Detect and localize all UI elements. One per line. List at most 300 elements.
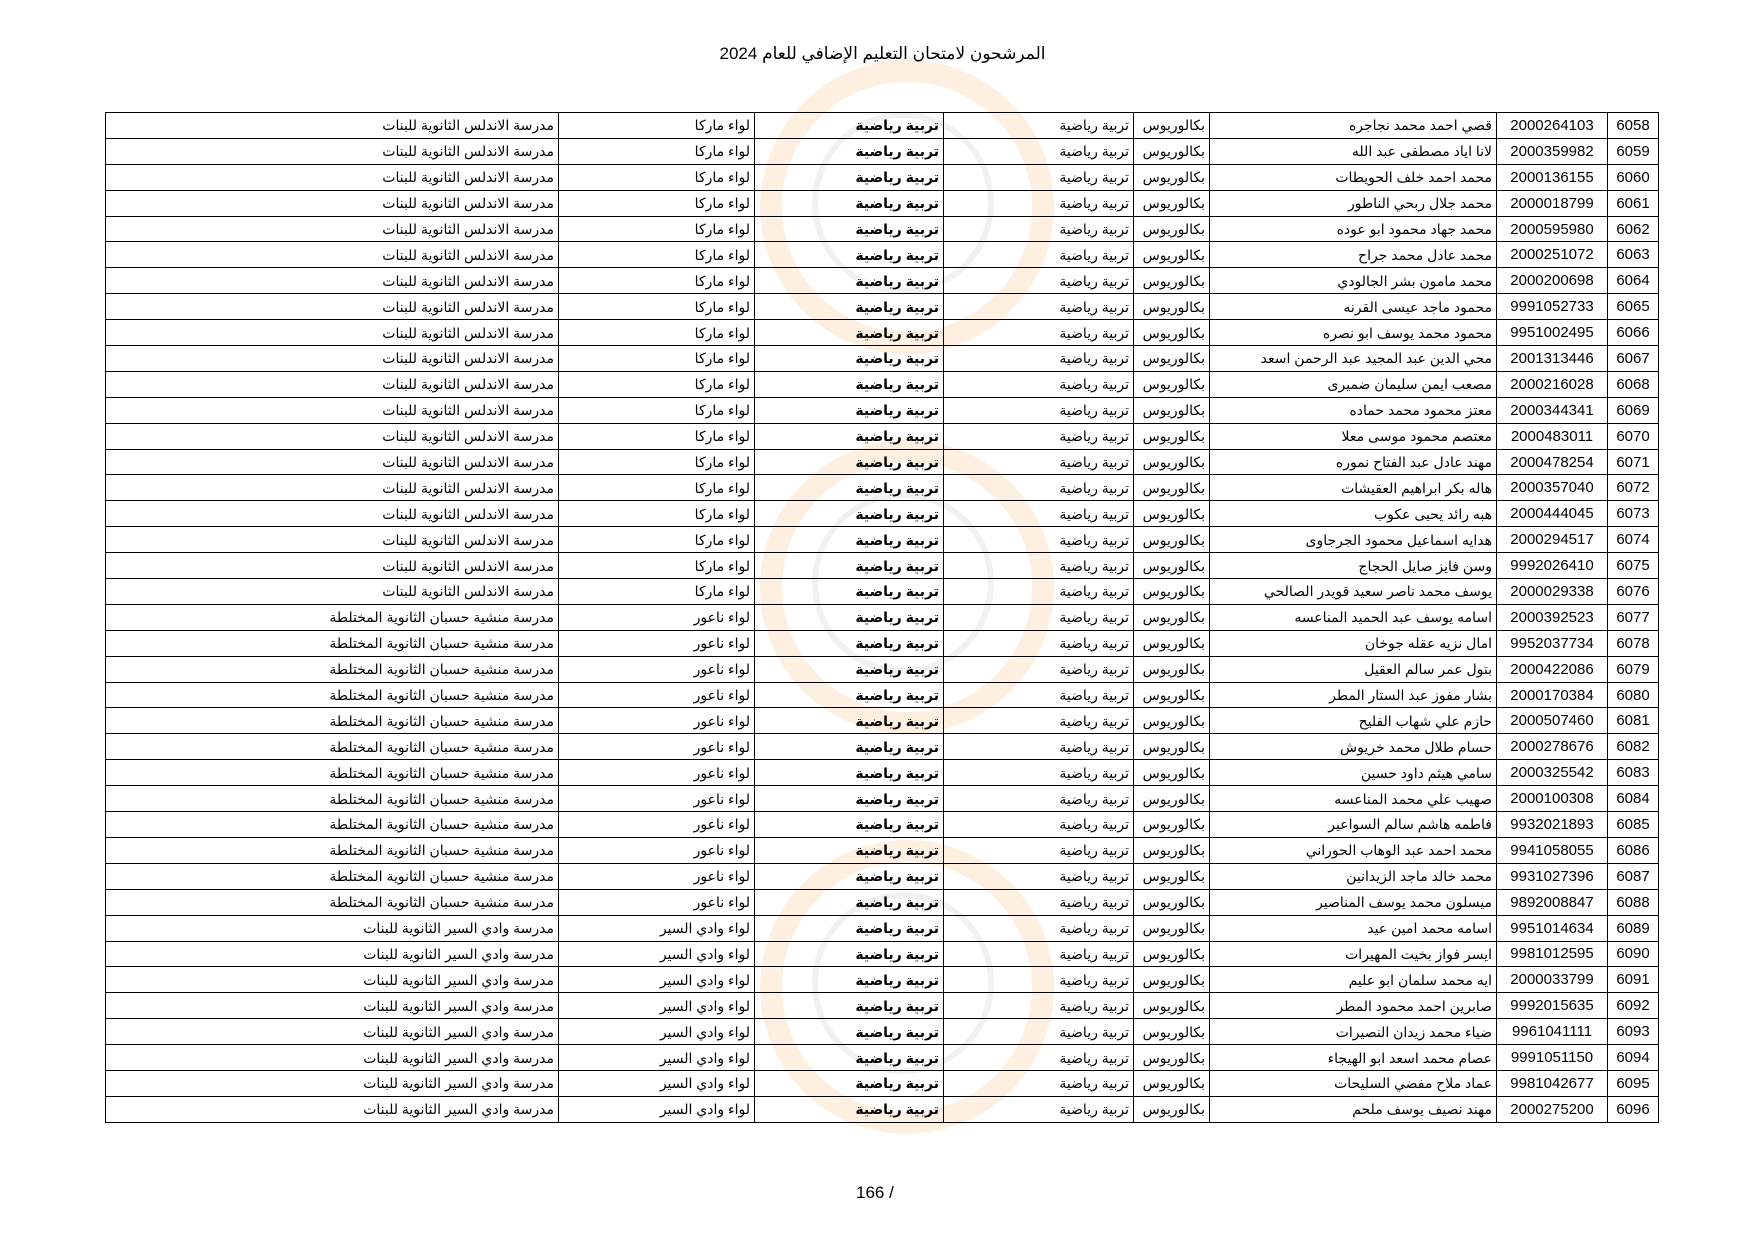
school-cell: مدرسة الاندلس الثانوية للبنات (106, 397, 559, 423)
row-number-cell: 6069 (1608, 397, 1659, 423)
national-id-cell: 2000478254 (1497, 449, 1608, 475)
district-cell: لواء ماركا (559, 527, 755, 553)
table-row (106, 294, 1659, 320)
degree-cell: بكالوريوس (1134, 164, 1210, 190)
table-row (106, 837, 1659, 863)
degree-cell: بكالوريوس (1134, 941, 1210, 967)
exam-subject-cell: تربية رياضية (755, 1045, 944, 1071)
row-number-cell: 6077 (1608, 604, 1659, 630)
district-cell: لواء ماركا (559, 423, 755, 449)
exam-subject-cell: تربية رياضية (755, 397, 944, 423)
national-id-cell: 2000422086 (1497, 656, 1608, 682)
district-cell: لواء ناعور (559, 682, 755, 708)
row-number-cell: 6071 (1608, 449, 1659, 475)
district-cell: لواء وادي السير (559, 1096, 755, 1122)
table-row (106, 915, 1659, 941)
national-id-cell: 9992026410 (1497, 553, 1608, 579)
row-number-cell: 6087 (1608, 863, 1659, 889)
district-cell: لواء ماركا (559, 268, 755, 294)
degree-cell: بكالوريوس (1134, 760, 1210, 786)
table-row (106, 475, 1659, 501)
table-row (106, 1045, 1659, 1071)
school-cell: مدرسة الاندلس الثانوية للبنات (106, 138, 559, 164)
national-id-cell: 9961041111 (1497, 1019, 1608, 1045)
national-id-cell: 2000029338 (1497, 579, 1608, 605)
national-id-cell: 2000264103 (1497, 113, 1608, 139)
district-cell: لواء ماركا (559, 216, 755, 242)
row-number-cell: 6091 (1608, 967, 1659, 993)
exam-subject-cell: تربية رياضية (755, 682, 944, 708)
degree-cell: بكالوريوس (1134, 734, 1210, 760)
district-cell: لواء وادي السير (559, 993, 755, 1019)
exam-subject-cell: تربية رياضية (755, 553, 944, 579)
district-cell: لواء ماركا (559, 113, 755, 139)
table-row (106, 320, 1659, 346)
table-row (106, 242, 1659, 268)
national-id-cell: 2000294517 (1497, 527, 1608, 553)
district-cell: لواء ماركا (559, 579, 755, 605)
candidate-name-cell: محمود ماجد عيسى القرنه (1210, 294, 1497, 320)
table-row (106, 1096, 1659, 1122)
national-id-cell: 2000100308 (1497, 786, 1608, 812)
candidate-name-cell: مصعب ايمن سليمان ضميرى (1210, 371, 1497, 397)
row-number-cell: 6085 (1608, 812, 1659, 838)
specialization-cell: تربية رياضية (944, 1045, 1134, 1071)
degree-cell: بكالوريوس (1134, 993, 1210, 1019)
district-cell: لواء ماركا (559, 397, 755, 423)
exam-subject-cell: تربية رياضية (755, 346, 944, 372)
district-cell: لواء وادي السير (559, 941, 755, 967)
candidate-name-cell: حازم علي شهاب الفليح (1210, 708, 1497, 734)
candidate-name-cell: صهيب علي محمد المناعسه (1210, 786, 1497, 812)
row-number-cell: 6088 (1608, 889, 1659, 915)
candidate-name-cell: عصام محمد اسعد ابو الهيجاء (1210, 1045, 1497, 1071)
specialization-cell: تربية رياضية (944, 242, 1134, 268)
row-number-cell: 6067 (1608, 346, 1659, 372)
degree-cell: بكالوريوس (1134, 397, 1210, 423)
national-id-cell: 2000275200 (1497, 1096, 1608, 1122)
degree-cell: بكالوريوس (1134, 604, 1210, 630)
exam-subject-cell: تربية رياضية (755, 915, 944, 941)
national-id-cell: 2000392523 (1497, 604, 1608, 630)
candidate-name-cell: قصي احمد محمد نجاجره (1210, 113, 1497, 139)
school-cell: مدرسة منشية حسبان الثانوية المختلطة (106, 604, 559, 630)
district-cell: لواء وادي السير (559, 1045, 755, 1071)
candidate-name-cell: عماد ملاح مفضي السليحات (1210, 1070, 1497, 1096)
degree-cell: بكالوريوس (1134, 242, 1210, 268)
exam-subject-cell: تربية رياضية (755, 113, 944, 139)
candidate-name-cell: مهند عادل عبد الفتاح نموره (1210, 449, 1497, 475)
school-cell: مدرسة منشية حسبان الثانوية المختلطة (106, 786, 559, 812)
district-cell: لواء وادي السير (559, 915, 755, 941)
table-row (106, 190, 1659, 216)
row-number-cell: 6079 (1608, 656, 1659, 682)
table-row (106, 708, 1659, 734)
district-cell: لواء ناعور (559, 760, 755, 786)
specialization-cell: تربية رياضية (944, 346, 1134, 372)
row-number-cell: 6096 (1608, 1096, 1659, 1122)
candidate-name-cell: حسام طلال محمد خريوش (1210, 734, 1497, 760)
district-cell: لواء ناعور (559, 656, 755, 682)
specialization-cell: تربية رياضية (944, 190, 1134, 216)
national-id-cell: 9941058055 (1497, 837, 1608, 863)
candidate-name-cell: معتصم محمود موسى معلا (1210, 423, 1497, 449)
candidate-name-cell: ايسر فواز بخيت المهيرات (1210, 941, 1497, 967)
school-cell: مدرسة الاندلس الثانوية للبنات (106, 346, 559, 372)
specialization-cell: تربية رياضية (944, 760, 1134, 786)
degree-cell: بكالوريوس (1134, 812, 1210, 838)
district-cell: لواء وادي السير (559, 1070, 755, 1096)
district-cell: لواء ناعور (559, 863, 755, 889)
row-number-cell: 6073 (1608, 501, 1659, 527)
page-title: المرشحون لامتحان التعليم الإضافي للعام 2024 (719, 44, 1046, 63)
school-cell: مدرسة الاندلس الثانوية للبنات (106, 190, 559, 216)
row-number-cell: 6066 (1608, 320, 1659, 346)
degree-cell: بكالوريوس (1134, 138, 1210, 164)
row-number-cell: 6089 (1608, 915, 1659, 941)
exam-subject-cell: تربية رياضية (755, 993, 944, 1019)
exam-subject-cell: تربية رياضية (755, 475, 944, 501)
school-cell: مدرسة منشية حسبان الثانوية المختلطة (106, 837, 559, 863)
exam-subject-cell: تربية رياضية (755, 889, 944, 915)
specialization-cell: تربية رياضية (944, 630, 1134, 656)
row-number-cell: 6093 (1608, 1019, 1659, 1045)
table-row (106, 993, 1659, 1019)
degree-cell: بكالوريوس (1134, 889, 1210, 915)
national-id-cell: 9991051150 (1497, 1045, 1608, 1071)
degree-cell: بكالوريوس (1134, 863, 1210, 889)
candidate-name-cell: ضياء محمد زيدان النصيرات (1210, 1019, 1497, 1045)
specialization-cell: تربية رياضية (944, 993, 1134, 1019)
national-id-cell: 2000325542 (1497, 760, 1608, 786)
national-id-cell: 9981012595 (1497, 941, 1608, 967)
table-row (106, 138, 1659, 164)
specialization-cell: تربية رياضية (944, 138, 1134, 164)
degree-cell: بكالوريوس (1134, 449, 1210, 475)
national-id-cell: 2000359982 (1497, 138, 1608, 164)
specialization-cell: تربية رياضية (944, 837, 1134, 863)
school-cell: مدرسة منشية حسبان الثانوية المختلطة (106, 863, 559, 889)
school-cell: مدرسة منشية حسبان الثانوية المختلطة (106, 889, 559, 915)
national-id-cell: 9932021893 (1497, 812, 1608, 838)
exam-subject-cell: تربية رياضية (755, 138, 944, 164)
exam-subject-cell: تربية رياضية (755, 501, 944, 527)
exam-subject-cell: تربية رياضية (755, 760, 944, 786)
row-number-cell: 6072 (1608, 475, 1659, 501)
row-number-cell: 6065 (1608, 294, 1659, 320)
specialization-cell: تربية رياضية (944, 863, 1134, 889)
exam-subject-cell: تربية رياضية (755, 941, 944, 967)
row-number-cell: 6076 (1608, 579, 1659, 605)
table-row (106, 630, 1659, 656)
row-number-cell: 6062 (1608, 216, 1659, 242)
specialization-cell: تربية رياضية (944, 682, 1134, 708)
row-number-cell: 6086 (1608, 837, 1659, 863)
exam-subject-cell: تربية رياضية (755, 786, 944, 812)
degree-cell: بكالوريوس (1134, 682, 1210, 708)
district-cell: لواء ماركا (559, 320, 755, 346)
table-row (106, 397, 1659, 423)
candidate-name-cell: محمد خالد ماجد الزيدانين (1210, 863, 1497, 889)
national-id-cell: 2000251072 (1497, 242, 1608, 268)
exam-subject-cell: تربية رياضية (755, 294, 944, 320)
table-row (106, 1019, 1659, 1045)
candidate-name-cell: محمد احمد عبد الوهاب الحوراني (1210, 837, 1497, 863)
row-number-cell: 6090 (1608, 941, 1659, 967)
table-row (106, 164, 1659, 190)
school-cell: مدرسة الاندلس الثانوية للبنات (106, 475, 559, 501)
table-row (106, 656, 1659, 682)
page-number: 166 / (856, 1183, 894, 1202)
specialization-cell: تربية رياضية (944, 812, 1134, 838)
specialization-cell: تربية رياضية (944, 915, 1134, 941)
exam-subject-cell: تربية رياضية (755, 579, 944, 605)
degree-cell: بكالوريوس (1134, 268, 1210, 294)
degree-cell: بكالوريوس (1134, 190, 1210, 216)
row-number-cell: 6078 (1608, 630, 1659, 656)
school-cell: مدرسة الاندلس الثانوية للبنات (106, 527, 559, 553)
specialization-cell: تربية رياضية (944, 786, 1134, 812)
exam-subject-cell: تربية رياضية (755, 164, 944, 190)
school-cell: مدرسة الاندلس الثانوية للبنات (106, 423, 559, 449)
exam-subject-cell: تربية رياضية (755, 708, 944, 734)
school-cell: مدرسة الاندلس الثانوية للبنات (106, 579, 559, 605)
exam-subject-cell: تربية رياضية (755, 320, 944, 346)
row-number-cell: 6095 (1608, 1070, 1659, 1096)
school-cell: مدرسة الاندلس الثانوية للبنات (106, 320, 559, 346)
school-cell: مدرسة وادي السير الثانوية للبنات (106, 1096, 559, 1122)
exam-subject-cell: تربية رياضية (755, 1070, 944, 1096)
specialization-cell: تربية رياضية (944, 1019, 1134, 1045)
specialization-cell: تربية رياضية (944, 371, 1134, 397)
row-number-cell: 6064 (1608, 268, 1659, 294)
district-cell: لواء ناعور (559, 734, 755, 760)
row-number-cell: 6058 (1608, 113, 1659, 139)
table-row (106, 501, 1659, 527)
school-cell: مدرسة وادي السير الثانوية للبنات (106, 993, 559, 1019)
candidate-name-cell: مهند نصيف يوسف ملحم (1210, 1096, 1497, 1122)
row-number-cell: 6082 (1608, 734, 1659, 760)
national-id-cell: 9991052733 (1497, 294, 1608, 320)
candidate-name-cell: محمد جلال ربحي الناطور (1210, 190, 1497, 216)
national-id-cell: 9992015635 (1497, 993, 1608, 1019)
national-id-cell: 2000033799 (1497, 967, 1608, 993)
exam-subject-cell: تربية رياضية (755, 656, 944, 682)
school-cell: مدرسة منشية حسبان الثانوية المختلطة (106, 708, 559, 734)
national-id-cell: 9951014634 (1497, 915, 1608, 941)
degree-cell: بكالوريوس (1134, 1070, 1210, 1096)
table-row (106, 812, 1659, 838)
school-cell: مدرسة الاندلس الثانوية للبنات (106, 164, 559, 190)
table-row (106, 527, 1659, 553)
candidate-name-cell: محمد جهاد محمود ابو عوده (1210, 216, 1497, 242)
table-row (106, 553, 1659, 579)
district-cell: لواء ناعور (559, 630, 755, 656)
district-cell: لواء ماركا (559, 475, 755, 501)
degree-cell: بكالوريوس (1134, 553, 1210, 579)
specialization-cell: تربية رياضية (944, 268, 1134, 294)
school-cell: مدرسة الاندلس الثانوية للبنات (106, 449, 559, 475)
candidate-name-cell: اسامه محمد امين عيد (1210, 915, 1497, 941)
candidate-name-cell: هاله بكر ابراهيم العقيشات (1210, 475, 1497, 501)
school-cell: مدرسة وادي السير الثانوية للبنات (106, 915, 559, 941)
exam-subject-cell: تربية رياضية (755, 268, 944, 294)
candidate-name-cell: اسامه يوسف عبد الحميد المناعسه (1210, 604, 1497, 630)
degree-cell: بكالوريوس (1134, 630, 1210, 656)
candidate-name-cell: يوسف محمد ناصر سعيد قويدر الصالحي (1210, 579, 1497, 605)
candidates-table (105, 112, 1659, 1123)
candidate-name-cell: بتول عمر سالم العقيل (1210, 656, 1497, 682)
row-number-cell: 6068 (1608, 371, 1659, 397)
candidate-name-cell: بشار مفوز عبد الستار المطر (1210, 682, 1497, 708)
school-cell: مدرسة وادي السير الثانوية للبنات (106, 967, 559, 993)
school-cell: مدرسة منشية حسبان الثانوية المختلطة (106, 734, 559, 760)
table-row (106, 760, 1659, 786)
school-cell: مدرسة الاندلس الثانوية للبنات (106, 216, 559, 242)
candidate-name-cell: فاطمه هاشم سالم السواعير (1210, 812, 1497, 838)
district-cell: لواء ماركا (559, 346, 755, 372)
degree-cell: بكالوريوس (1134, 1045, 1210, 1071)
row-number-cell: 6061 (1608, 190, 1659, 216)
table-row (106, 786, 1659, 812)
row-number-cell: 6084 (1608, 786, 1659, 812)
exam-subject-cell: تربية رياضية (755, 527, 944, 553)
row-number-cell: 6080 (1608, 682, 1659, 708)
exam-subject-cell: تربية رياضية (755, 190, 944, 216)
district-cell: لواء ماركا (559, 138, 755, 164)
candidate-name-cell: محي الدين عبد المجيد عبد الرحمن اسعد (1210, 346, 1497, 372)
degree-cell: بكالوريوس (1134, 501, 1210, 527)
school-cell: مدرسة منشية حسبان الثانوية المختلطة (106, 656, 559, 682)
specialization-cell: تربية رياضية (944, 967, 1134, 993)
candidate-name-cell: صابرين احمد محمود المطر (1210, 993, 1497, 1019)
table-row (106, 216, 1659, 242)
degree-cell: بكالوريوس (1134, 475, 1210, 501)
specialization-cell: تربية رياضية (944, 1070, 1134, 1096)
school-cell: مدرسة الاندلس الثانوية للبنات (106, 371, 559, 397)
row-number-cell: 6063 (1608, 242, 1659, 268)
row-number-cell: 6074 (1608, 527, 1659, 553)
district-cell: لواء ماركا (559, 371, 755, 397)
table-row (106, 1070, 1659, 1096)
candidate-name-cell: وسن فايز صايل الحجاج (1210, 553, 1497, 579)
exam-subject-cell: تربية رياضية (755, 863, 944, 889)
candidate-name-cell: لانا اياد مصطفى عبد الله (1210, 138, 1497, 164)
specialization-cell: تربية رياضية (944, 708, 1134, 734)
school-cell: مدرسة وادي السير الثانوية للبنات (106, 1019, 559, 1045)
national-id-cell: 2000216028 (1497, 371, 1608, 397)
specialization-cell: تربية رياضية (944, 423, 1134, 449)
exam-subject-cell: تربية رياضية (755, 734, 944, 760)
national-id-cell: 2000507460 (1497, 708, 1608, 734)
candidate-name-cell: ايه محمد سلمان ابو عليم (1210, 967, 1497, 993)
exam-subject-cell: تربية رياضية (755, 1019, 944, 1045)
degree-cell: بكالوريوس (1134, 1096, 1210, 1122)
table-row (106, 604, 1659, 630)
district-cell: لواء ناعور (559, 786, 755, 812)
national-id-cell: 2000170384 (1497, 682, 1608, 708)
row-number-cell: 6060 (1608, 164, 1659, 190)
district-cell: لواء ماركا (559, 242, 755, 268)
degree-cell: بكالوريوس (1134, 708, 1210, 734)
row-number-cell: 6083 (1608, 760, 1659, 786)
candidate-name-cell: محمد احمد خلف الحويطات (1210, 164, 1497, 190)
table-row (106, 371, 1659, 397)
candidate-name-cell: هدايه اسماعيل محمود الجرجاوى (1210, 527, 1497, 553)
candidate-name-cell: معتز محمود محمد حماده (1210, 397, 1497, 423)
row-number-cell: 6059 (1608, 138, 1659, 164)
national-id-cell: 9951002495 (1497, 320, 1608, 346)
degree-cell: بكالوريوس (1134, 113, 1210, 139)
row-number-cell: 6094 (1608, 1045, 1659, 1071)
national-id-cell: 2000018799 (1497, 190, 1608, 216)
exam-subject-cell: تربية رياضية (755, 967, 944, 993)
specialization-cell: تربية رياضية (944, 475, 1134, 501)
exam-subject-cell: تربية رياضية (755, 423, 944, 449)
school-cell: مدرسة الاندلس الثانوية للبنات (106, 501, 559, 527)
table-row (106, 268, 1659, 294)
district-cell: لواء وادي السير (559, 1019, 755, 1045)
district-cell: لواء ناعور (559, 708, 755, 734)
national-id-cell: 2000595980 (1497, 216, 1608, 242)
specialization-cell: تربية رياضية (944, 164, 1134, 190)
district-cell: لواء ناعور (559, 837, 755, 863)
degree-cell: بكالوريوس (1134, 294, 1210, 320)
national-id-cell: 2000357040 (1497, 475, 1608, 501)
national-id-cell: 9931027396 (1497, 863, 1608, 889)
table-row (106, 889, 1659, 915)
district-cell: لواء ناعور (559, 604, 755, 630)
exam-subject-cell: تربية رياضية (755, 837, 944, 863)
candidate-name-cell: سامي هيثم داود حسين (1210, 760, 1497, 786)
exam-subject-cell: تربية رياضية (755, 216, 944, 242)
exam-subject-cell: تربية رياضية (755, 812, 944, 838)
exam-subject-cell: تربية رياضية (755, 449, 944, 475)
school-cell: مدرسة منشية حسبان الثانوية المختلطة (106, 812, 559, 838)
district-cell: لواء ماركا (559, 449, 755, 475)
school-cell: مدرسة الاندلس الثانوية للبنات (106, 294, 559, 320)
school-cell: مدرسة الاندلس الثانوية للبنات (106, 268, 559, 294)
table-row (106, 579, 1659, 605)
national-id-cell: 9892008847 (1497, 889, 1608, 915)
candidate-name-cell: محمود محمد يوسف ابو نصره (1210, 320, 1497, 346)
table-row (106, 967, 1659, 993)
table-row (106, 682, 1659, 708)
district-cell: لواء ماركا (559, 553, 755, 579)
school-cell: مدرسة الاندلس الثانوية للبنات (106, 553, 559, 579)
degree-cell: بكالوريوس (1134, 656, 1210, 682)
degree-cell: بكالوريوس (1134, 216, 1210, 242)
specialization-cell: تربية رياضية (944, 449, 1134, 475)
district-cell: لواء ماركا (559, 294, 755, 320)
degree-cell: بكالوريوس (1134, 915, 1210, 941)
specialization-cell: تربية رياضية (944, 397, 1134, 423)
degree-cell: بكالوريوس (1134, 1019, 1210, 1045)
national-id-cell: 2000344341 (1497, 397, 1608, 423)
district-cell: لواء ناعور (559, 889, 755, 915)
degree-cell: بكالوريوس (1134, 371, 1210, 397)
district-cell: لواء وادي السير (559, 967, 755, 993)
national-id-cell: 2000278676 (1497, 734, 1608, 760)
school-cell: مدرسة الاندلس الثانوية للبنات (106, 113, 559, 139)
district-cell: لواء ماركا (559, 501, 755, 527)
specialization-cell: تربية رياضية (944, 294, 1134, 320)
table-row (106, 113, 1659, 139)
row-number-cell: 6081 (1608, 708, 1659, 734)
candidate-name-cell: ميسلون محمد يوسف المناصير (1210, 889, 1497, 915)
national-id-cell: 2000200698 (1497, 268, 1608, 294)
table-row (106, 346, 1659, 372)
